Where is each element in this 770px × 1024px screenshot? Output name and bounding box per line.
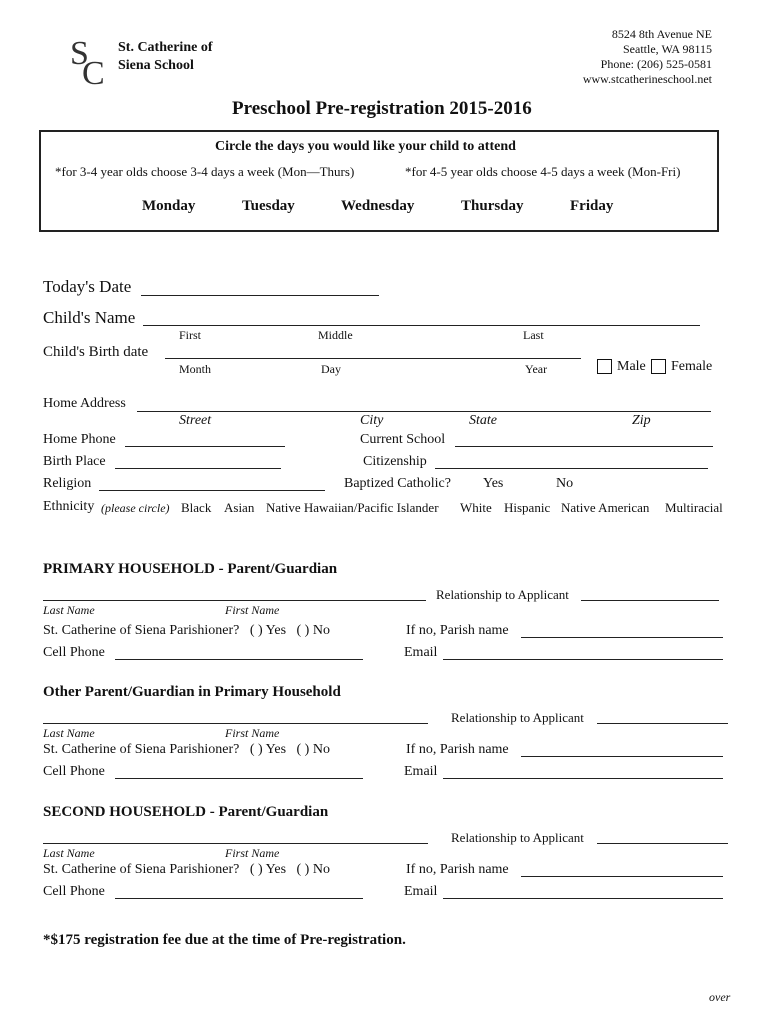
- primary-first-name-caption: First Name: [225, 603, 280, 617]
- male-checkbox[interactable]: [597, 359, 612, 374]
- other-name-field[interactable]: [43, 723, 428, 724]
- primary-parishioner-question[interactable]: St. Catherine of Siena Parishioner? ( ) Yes ( ) No: [43, 623, 330, 638]
- svg-text:S: S: [70, 35, 89, 72]
- other-last-name-caption: Last Name: [43, 726, 95, 740]
- second-name-field[interactable]: [43, 843, 428, 844]
- school-name-line2: Siena School: [118, 58, 194, 73]
- primary-parish-name-field[interactable]: [521, 637, 723, 638]
- child-name-label: Child's Name: [43, 308, 136, 327]
- second-first-name-caption: First Name: [225, 846, 280, 860]
- child-name-field[interactable]: [143, 325, 700, 326]
- second-last-name-caption: Last Name: [43, 846, 95, 860]
- baptized-label: Baptized Catholic?: [344, 476, 451, 491]
- second-cell-phone-label: Cell Phone: [43, 884, 105, 899]
- birth-date-label: Child's Birth date: [43, 344, 149, 360]
- ethnicity-option-white[interactable]: White: [460, 500, 492, 515]
- second-relationship-label: Relationship to Applicant: [451, 830, 584, 845]
- current-school-field[interactable]: [455, 446, 713, 447]
- svg-text:C: C: [82, 55, 105, 86]
- birth-month-caption: Month: [179, 362, 212, 376]
- day-tuesday[interactable]: Tuesday: [242, 198, 295, 214]
- other-relationship-label: Relationship to Applicant: [451, 710, 584, 725]
- birth-day-caption: Day: [321, 362, 341, 376]
- male-label: Male: [617, 359, 646, 374]
- address-city: Seattle, WA 98115: [623, 42, 712, 56]
- ethnicity-option-hispanic[interactable]: Hispanic: [504, 500, 551, 515]
- second-household-title: SECOND HOUSEHOLD - Parent/Guardian: [43, 804, 329, 820]
- day-wednesday[interactable]: Wednesday: [341, 198, 415, 214]
- birth-date-field[interactable]: [165, 358, 581, 359]
- other-cell-phone-label: Cell Phone: [43, 764, 105, 779]
- ethnicity-option-native-hawaiian[interactable]: Native Hawaiian/Pacific Islander: [266, 500, 439, 515]
- address-street-caption: Street: [179, 413, 212, 428]
- school-name-line1: St. Catherine of: [118, 40, 213, 55]
- other-parish-name-field[interactable]: [521, 756, 723, 757]
- primary-household-title: PRIMARY HOUSEHOLD - Parent/Guardian: [43, 561, 338, 577]
- home-address-label: Home Address: [43, 396, 126, 411]
- day-thursday[interactable]: Thursday: [461, 198, 524, 214]
- second-parish-name-label: If no, Parish name: [406, 862, 509, 877]
- female-label: Female: [671, 359, 713, 374]
- school-logo-mark: [68, 34, 114, 86]
- child-name-first-caption: First: [179, 328, 202, 342]
- second-parish-name-field[interactable]: [521, 876, 723, 877]
- current-school-label: Current School: [360, 432, 446, 447]
- second-relationship-field[interactable]: [597, 843, 728, 844]
- days-note-right: *for 4-5 year olds choose 4-5 days a week (Mon-Fri): [405, 164, 681, 179]
- primary-email-label: Email: [404, 645, 438, 660]
- primary-relationship-label: Relationship to Applicant: [436, 587, 569, 602]
- fee-note: *$175 registration fee due at the time of Pre-registration.: [43, 932, 406, 948]
- form-title: Preschool Pre-registration 2015-2016: [232, 98, 532, 119]
- primary-relationship-field[interactable]: [581, 600, 719, 601]
- address-city-caption: City: [360, 413, 384, 428]
- address-zip-caption: Zip: [632, 413, 651, 428]
- primary-parish-name-label: If no, Parish name: [406, 623, 509, 638]
- ethnicity-note: (please circle): [101, 501, 170, 515]
- other-email-label: Email: [404, 764, 438, 779]
- other-email-field[interactable]: [443, 778, 723, 779]
- birth-place-label: Birth Place: [43, 454, 106, 469]
- birth-place-field[interactable]: [115, 468, 281, 469]
- ethnicity-option-asian[interactable]: Asian: [224, 500, 255, 515]
- todays-date-label: Today's Date: [43, 277, 132, 296]
- child-name-middle-caption: Middle: [318, 328, 353, 342]
- citizenship-field[interactable]: [435, 468, 708, 469]
- baptized-yes-option[interactable]: Yes: [483, 476, 504, 491]
- days-note-left: *for 3-4 year olds choose 3-4 days a week (Mon—Thurs): [55, 164, 355, 179]
- address-website: www.stcatherineschool.net: [582, 72, 712, 86]
- other-parish-name-label: If no, Parish name: [406, 742, 509, 757]
- ethnicity-option-native-american[interactable]: Native American: [561, 500, 650, 515]
- ethnicity-option-multiracial[interactable]: Multiracial: [665, 500, 723, 515]
- primary-email-field[interactable]: [443, 659, 723, 660]
- second-email-field[interactable]: [443, 898, 723, 899]
- address-street: 8524 8th Avenue NE: [611, 27, 712, 41]
- other-first-name-caption: First Name: [225, 726, 280, 740]
- address-state-caption: State: [469, 413, 497, 428]
- other-cell-phone-field[interactable]: [115, 778, 363, 779]
- female-checkbox[interactable]: [651, 359, 666, 374]
- birth-year-caption: Year: [525, 362, 548, 376]
- home-address-field[interactable]: [137, 411, 711, 412]
- primary-name-field[interactable]: [43, 600, 426, 601]
- baptized-no-option[interactable]: No: [556, 476, 574, 491]
- second-cell-phone-field[interactable]: [115, 898, 363, 899]
- school-logo: [68, 34, 114, 86]
- home-phone-label: Home Phone: [43, 432, 116, 447]
- day-monday[interactable]: Monday: [142, 198, 196, 214]
- address-phone: Phone: (206) 525-0581: [600, 57, 712, 71]
- day-friday[interactable]: Friday: [570, 198, 614, 214]
- religion-field[interactable]: [99, 490, 325, 491]
- days-heading: Circle the days you would like your child to attend: [215, 139, 516, 154]
- ethnicity-label: Ethnicity: [43, 499, 95, 514]
- primary-last-name-caption: Last Name: [43, 603, 95, 617]
- primary-cell-phone-field[interactable]: [115, 659, 363, 660]
- ethnicity-option-black[interactable]: Black: [181, 500, 212, 515]
- religion-label: Religion: [43, 476, 92, 491]
- primary-cell-phone-label: Cell Phone: [43, 645, 105, 660]
- todays-date-field[interactable]: [141, 295, 379, 296]
- other-parishioner-question[interactable]: St. Catherine of Siena Parishioner? ( ) Yes ( ) No: [43, 742, 330, 757]
- second-email-label: Email: [404, 884, 438, 899]
- other-relationship-field[interactable]: [597, 723, 728, 724]
- second-parishioner-question[interactable]: St. Catherine of Siena Parishioner? ( ) Yes ( ) No: [43, 862, 330, 877]
- home-phone-field[interactable]: [125, 446, 285, 447]
- footer-over: over: [709, 990, 731, 1004]
- citizenship-label: Citizenship: [363, 454, 427, 469]
- other-parent-title: Other Parent/Guardian in Primary Household: [43, 684, 341, 700]
- child-name-last-caption: Last: [523, 328, 544, 342]
